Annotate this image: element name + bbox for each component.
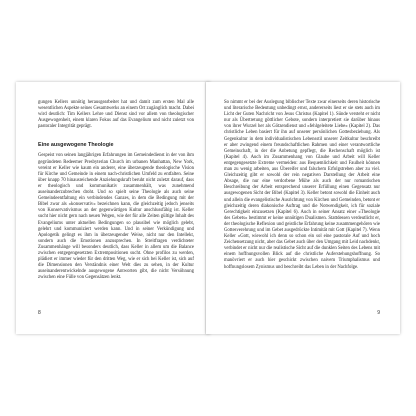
body-paragraph: So nimmt er bei der Auslegung biblischer Texte zwar einerseits deren historische und literarische Bedeutung unbedingt ernst, andererseits liest er sie stets auch im Licht der Guten Nachricht von Jesus Christus (Kapitel 1). Sünde versteht er nicht nur als Übertretung göttlicher Gebote, sondern interpretiert sie darüber hinaus von ihrer Wurzel her als Götzendienst und »fehlgeleitete Liebe« (Kapitel 2). Das christliche Leben basiert für ihn auf unserer persönlichen Gottesbeziehung. Als Gegenkultur in dem individualistischen Lebensstil unserer Zeitkultur beschreibt er aber zwingend einem freundschaftlichen Rahmen und einer verantwortliche Gemeinschaft, in der die Anbetung gepflegt, die Rechenschaft möglich ist (Kapitel 4). Auch im Zusammenhang von Glaube und Arbeit will Keller entgegengesetzte Extreme vermeiden: aus Bequemlichkeit und Faulheit können man zu wenig arbeiten, aus Übereifer und falschem Erfolgstreben aber zu viel. Gleichzeitig gibt er sowohl der rein negativen Darstellung der Arbeit eine Absage, die nur eine verdorbene Mühe als auch der nur romantischen Beschreibung der Arbeit entsprechend unserer Erfüllung einen Gegensatz nur ausgewogenen Sicht der Bibel (Kapitel 3). Keller betont sowohl die Einheit auch und allein die evangelistische Ausrichtung von Kirchen und Gemeinden, betont er gleichzeitig deren diakonische Auftrag und die Notwendigkeit, ich für soziale Gerechtigkeit einzusetzen (Kapitel 6). Auch in seiner Ansatz einer »Theologie des Gebets« bestimmt er keine unnötigen Dualismen. Stattdessen verdeutlicht er, der theologische Reflexion und geistliche Erfahrung keine zusammengehören wie Gottesverehrung und im Gebet ausgedrückte Intimität mit Gott (Kapitel 7). Wenn Keller »Gott, wiewohl ich denn so schon ein sol eine pastorale Auf und hoch Zeichensetzung nicht, aber das Gebet auch über den Umgang mit Leid nachdenkt, verbindet er nicht nur die realistische Sicht auf die dunklen Seiten des Lebens mit einem hoffnungsvollen Blick auf die christliche Auferstehungshoffnung. So manövriert er auch hier geschickt zwischen naivem Triumphalismus und hoffnungslosem Zynismus und beschreibt das Leben in der Nachfolge. bbox=[224, 100, 380, 270]
body-paragraph: Gespeist von seinen langjährigen Erfahrungen im Gemeindedienst in der von ihm gegründeten Redeemer Presbyterian Church im urbanen Manhattan, New York, vereint er Keller wie kaum ein anderer, eine überzeugende theologische Vision für Kirche und Gemeinde in einem nach-christlichen Umfeld zu entfalten. Seine über knapp 70 hinausreichende Anziehungskraft beruht nicht zuletzt darauf, dass er theologisch und kommunikativ zusammenhält, was zunehmend auseinanderzubrechen droht. Und so spielt seine Theologie als auch seine Gemeindeentfaltung ein verbindendes Ganzes, in dem die Bedingung mit der Bibel zwar als »konservativ« bezeichnen kann, die gleichzeitig jedoch jenseits von Konservativismus an der gegenwärtigen Kultur anschlussfähig ist. Keller sucht hier nicht gern nach neuen Wegen, wie der für alle Zeiten gültige Inhalt des Evangeliums unter aktuellen Bedingungen so plausibel wie möglich gelebt, gelehrt und kommuniziert werden kann. Und in seiner Verkündigung und Apologetik gelingt es ihm in überzeugender Weise, nicht nur den Intellekt, sondern auch die Emotionen anzusprechen. In Streitfragen verdichteter Zusammenhänge will besonders deutlich, dass Keller in allem um die Balance zwischen entgegengesetzten Extrempositionen sucht. Ohne profilos zu werden, plädiert er immer wieder für den dritten Weg, wie er sich bei Keller ist, sich auf die Dimensionen den Verständnis einer Welt dies zu sehen, in der Kultur auseinanderentwickelnde ausgewogene Antworten gibt, die nicht Versöhnung zwischen eine Fülle von Gegensätzen lenkt. bbox=[38, 153, 194, 281]
right-text-block bbox=[224, 100, 380, 271]
left-page bbox=[16, 82, 210, 334]
section-heading: Eine ausgewogene Theologie bbox=[38, 142, 114, 149]
left-text-block bbox=[38, 100, 194, 281]
page-number: 9 bbox=[377, 310, 380, 316]
page-number: 8 bbox=[38, 310, 41, 316]
intro-paragraph: gungen Kellers unnötig herausgearbeitet hat und damit zum ersten Mal alle wesentlichen Aspekte seines Gesamtwerks an einem Ort zugänglich macht. Dabei wird deutlich: Tim Kellers Lehre und Dienst sind vor allem von theologischer Ausgewogenheit, einem klaren Fokus auf das Evangelium und nicht zuletzt von pastoraler Integrität geprägt. bbox=[38, 100, 194, 130]
right-page bbox=[206, 82, 400, 334]
